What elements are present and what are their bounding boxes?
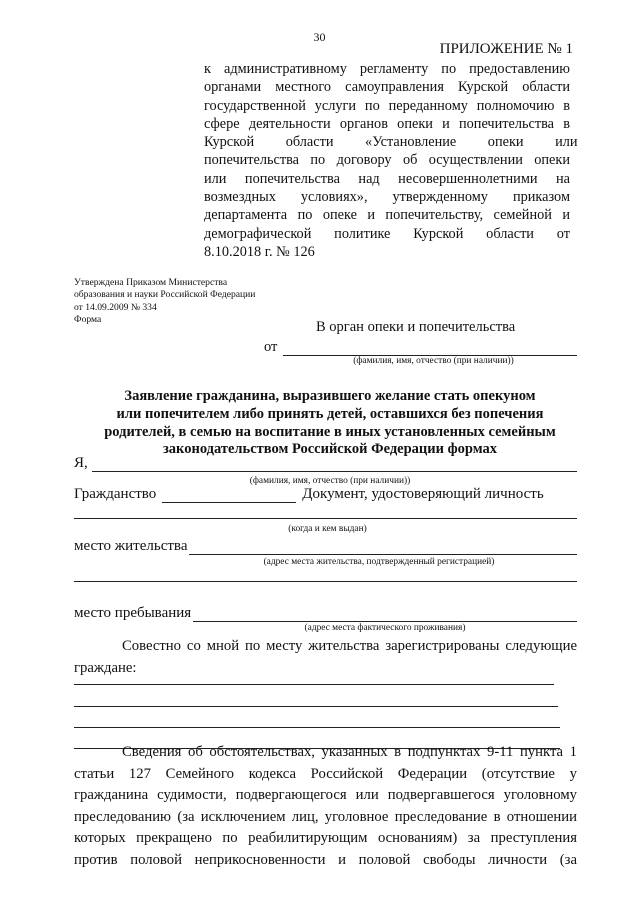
residence-label: место жительства <box>74 538 188 554</box>
appendix-line: демографической политике Курской области от <box>204 225 570 242</box>
from-label: от <box>264 339 278 355</box>
approval-note <box>74 277 255 327</box>
circumstances-line: преследованию (за исключением лиц, уголовное преследование в отношении <box>74 808 577 825</box>
approval-line: от 14.09.2009 № 334 <box>74 301 157 313</box>
applicant-name-input-line[interactable] <box>92 457 577 472</box>
i-label: Я, <box>74 455 88 471</box>
appendix-text <box>204 60 578 261</box>
approval-line: Форма <box>74 314 102 326</box>
approval-line: Утверждена Приказом Министерства <box>74 277 228 288</box>
appendix-line: департамента по опеке и попечительству, семейной и <box>204 207 570 224</box>
from-field <box>264 339 577 356</box>
appendix-title: ПРИЛОЖЕНИЕ № 1 <box>439 41 573 57</box>
title-line: или попечителем либо принять детей, оставшихся без попечения <box>116 405 544 422</box>
circumstances-line: статьи 127 Семейного кодекса Российской Федерации (отсутствие у <box>74 765 577 782</box>
circumstances-line: которых прекращено по реабилитирующим основаниям) за преступления <box>74 830 577 846</box>
citizenship-label: Гражданство <box>74 486 157 502</box>
applicant-name-field <box>74 455 577 472</box>
appendix-line: попечительства по договору об осуществлении опеки <box>204 152 570 169</box>
residence-input-line-2[interactable] <box>74 581 577 582</box>
document-hint: (когда и кем выдан) <box>288 524 367 534</box>
applicant-name-hint: (фамилия, имя, отчество (при наличии)) <box>249 476 411 486</box>
registered-input-line-1[interactable] <box>74 684 554 685</box>
registered-line: граждане: <box>74 659 137 676</box>
residence-input-line[interactable] <box>189 540 577 555</box>
circumstances-line: Сведения об обстоятельствах, указанных в подпунктах 9-11 пункта 1 <box>122 744 577 760</box>
registered-input-line-2[interactable] <box>74 706 558 707</box>
circumstances-text <box>74 742 577 871</box>
from-hint: (фамилия, имя, отчество (при наличии)) <box>353 356 514 366</box>
page-number: 30 <box>313 30 326 44</box>
residence-hint: (адрес места жительства, подтвержденный регистрацией) <box>263 557 495 567</box>
stay-hint: (адрес места фактического проживания) <box>304 623 466 633</box>
registered-line: Совестно со мной по месту жительства зарегистрированы следующие <box>122 638 577 654</box>
citizenship-document-row <box>74 486 574 503</box>
circumstances-line: против половой неприкосновенности и половой свободы личности (за <box>74 851 577 868</box>
appendix-line: Курской области «Установление опеки или <box>204 134 578 151</box>
residence-field <box>74 538 577 555</box>
appendix-line: сфере деятельности органов опеки и попечительства в <box>204 115 570 132</box>
appendix-line: государственной услуги по переданному полномочию в <box>204 97 570 114</box>
citizenship-input-line[interactable] <box>162 488 296 503</box>
title-line: Заявление гражданина, выразившего желание стать опекуном <box>124 388 536 404</box>
appendix-line: органами местного самоуправления Курской области <box>204 79 570 96</box>
title-line: законодательством Российской Федерации формах <box>162 441 498 458</box>
registered-citizens-text <box>74 636 577 679</box>
stay-input-line[interactable] <box>193 607 577 622</box>
document-label: Документ, удостоверяющий личность <box>302 486 544 502</box>
from-input-line[interactable] <box>283 342 577 356</box>
circumstances-line: гражданина судимости, подвергающегося или подвергавшегося уголовному <box>74 787 577 803</box>
registered-input-line-3[interactable] <box>74 727 560 728</box>
appendix-line: 8.10.2018 г. № 126 <box>204 243 315 260</box>
appendix-line: к административному регламенту по предоставлению <box>204 61 570 77</box>
recipient-organ: В орган опеки и попечительства <box>316 319 516 335</box>
stay-label: место пребывания <box>74 605 192 621</box>
appendix-line: возмездных условиях», утвержденному приказом <box>204 189 570 206</box>
document-title <box>60 388 600 459</box>
appendix-line: или попечительства над несовершеннолетними на <box>204 170 570 187</box>
stay-field <box>74 605 577 622</box>
title-line: родителей, в семью на воспитание в иных установленных семейным <box>104 423 556 440</box>
document-input-line[interactable] <box>74 518 577 519</box>
approval-line: образования и науки Российской Федерации <box>74 289 256 301</box>
